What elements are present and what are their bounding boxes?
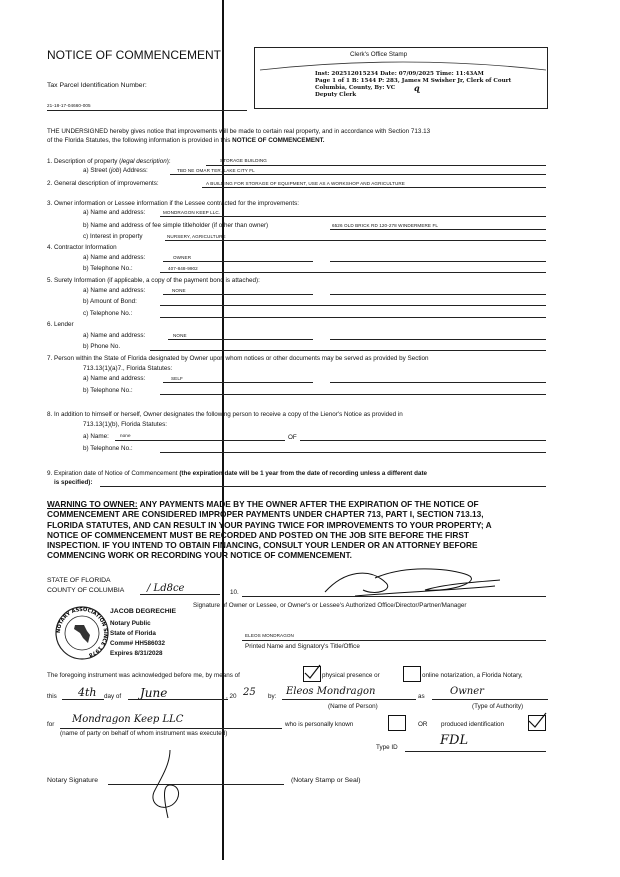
- ack-line-1a: The foregoing instrument was acknowledged before me, by means of: [47, 672, 240, 679]
- type-id-line: [405, 751, 546, 752]
- stamp-line-3: Columbia, County, By: VC: [315, 85, 396, 91]
- item3-a-line: [160, 216, 546, 217]
- seal-text: NOTARY ASSOCIATION SINCE 1978: [55, 606, 109, 658]
- warning-line-5: INSPECTION. IF YOU INTEND TO OBTAIN FINANCING, CONSULT YOUR LENDER OR AN ATTORNEY BEFORE: [47, 540, 478, 551]
- item7-a-value: SELF: [171, 376, 183, 381]
- item1-street-label: [83, 167, 148, 175]
- county-line: [140, 594, 220, 595]
- page-title: NOTICE OF COMMENCEMENT: [47, 48, 221, 62]
- notary-seal: [54, 605, 110, 661]
- item5-a-line2: [330, 294, 546, 295]
- notary-line-4: Comm# HH586032: [110, 640, 165, 647]
- item9-line: [100, 486, 546, 487]
- street-line: [170, 174, 546, 175]
- stamp-line-4: Deputy Clerk: [315, 92, 357, 98]
- authority-line: [432, 699, 548, 700]
- item8-b-line: [160, 452, 546, 453]
- item1-label-b: legal description: [121, 158, 167, 165]
- notary-name: JACOB DEGRECHIE: [110, 608, 177, 615]
- day-handwritten: 4th: [78, 686, 97, 699]
- month-line: [128, 699, 228, 700]
- type-id-label: Type ID: [376, 744, 398, 751]
- item5-label: 5. Surety Information (if applicable, a copy of the payment bond is attached):: [47, 277, 260, 284]
- item3-a-value: MONDRAGON KEEP LLC.: [163, 210, 221, 215]
- name-of-person-caption: (Name of Person): [328, 703, 378, 710]
- year-handwritten: 25: [243, 687, 256, 698]
- street-label-a: a) Street (: [83, 167, 111, 174]
- item5-a-line: [163, 294, 313, 295]
- for-label: for: [47, 721, 55, 728]
- item7-a-line2: [330, 382, 546, 383]
- item6-label: 6. Lender: [47, 321, 74, 328]
- item1-street-value: TBD NE OMAR TER, LAKE CITY FL: [177, 168, 255, 173]
- by-label: by:: [268, 693, 277, 700]
- day-line: [62, 699, 104, 700]
- item6-a-value: NONE: [173, 333, 187, 338]
- warning-line-1-text: ANY PAYMENTS MADE BY THE OWNER AFTER THE EXPIRATION OF THE NOTICE OF: [137, 499, 479, 509]
- warning-line-1: [47, 499, 567, 509]
- item9-label-1b: (the expiration date will be 1 year from the date of recording unless a different date: [179, 470, 428, 477]
- deputy-initials: ɋ: [414, 83, 420, 93]
- or-label: OR: [418, 721, 428, 728]
- item5-c-line: [160, 317, 546, 318]
- item10-label: 10.: [230, 589, 239, 596]
- intro-line-2: [47, 137, 325, 145]
- signatory-caption: Printed Name and Signatory's Title/Office: [245, 643, 360, 650]
- warning-line-3: FLORIDA STATUTES, AND CAN RESULT IN YOUR PAYING TWICE FOR IMPROVEMENTS TO YOUR PROPERTY; A: [47, 519, 492, 530]
- item7-b-line: [160, 394, 546, 395]
- item1-label-c: ):: [166, 158, 171, 165]
- item6-b-label: b) Phone No.: [83, 343, 121, 350]
- item6-a-line: [168, 339, 313, 340]
- item7-label-2: 713.13(1)(a)7., Florida Statutes:: [83, 365, 173, 372]
- street-label-c: ) Address:: [119, 167, 148, 174]
- item8-of-label: OF: [288, 434, 297, 441]
- item5-a-value: NONE: [172, 288, 186, 293]
- item7-a-line: [163, 382, 313, 383]
- item5-c-label: c) Telephone No.:: [83, 310, 133, 317]
- person-handwritten: Eleos Mondragon: [286, 686, 376, 697]
- signatory-name: ELEOS MONDRAGON: [245, 633, 294, 638]
- item2-label: 2. General description of improvements:: [47, 180, 159, 187]
- intro-line-1: THE UNDERSIGNED hereby gives notice that improvements will be made to certain real property, and in accordance with Section 713.13: [47, 128, 431, 135]
- intro-line-2b: NOTICE OF COMMENCEMENT.: [232, 137, 325, 144]
- item4-b-label: b) Telephone No.:: [83, 265, 133, 272]
- item4-a-line: [163, 261, 313, 262]
- person-line: [282, 699, 416, 700]
- item3-c-value: NURSERY, AGRICULTURE: [167, 234, 226, 239]
- warning-heading: WARNING TO OWNER:: [47, 499, 138, 509]
- clerk-stamp-header: Clerk's Office Stamp: [350, 51, 408, 58]
- notary-signature: [140, 740, 200, 820]
- county-handwritten: / Ld8ce: [147, 583, 185, 594]
- item3-c-label: c) Interest in property: [83, 233, 143, 240]
- authority-handwritten: Owner: [450, 686, 484, 697]
- warning-line-4: NOTICE OF COMMENCEMENT MUST BE RECORDED AND POSTED ON THE JOB SITE BEFORE THE FIRST: [47, 529, 469, 540]
- notary-line-2: Notary Public: [110, 620, 151, 627]
- party-caption: (name of party on behalf of whom instrument was executed): [60, 730, 228, 737]
- item3-b-line: [330, 229, 546, 230]
- stamp-line-1: Inst: 202512015234 Date: 07/09/2025 Time: 11:43AM: [315, 71, 484, 77]
- party-line: [60, 728, 282, 729]
- item1-label: [47, 158, 171, 166]
- item3-c-line: [165, 240, 546, 241]
- item2-line: [202, 187, 546, 188]
- type-authority-caption: (Type of Authority): [472, 703, 524, 710]
- item6-a-line2: [330, 339, 546, 340]
- street-label-b: job: [111, 167, 120, 174]
- warning-line-2: COMMENCEMENT ARE CONSIDERED IMPROPER PAYMENTS UNDER CHAPTER 713, PART I, SECTION 713.13,: [47, 509, 484, 520]
- item9-label-1a: 9. Expiration date of Notice of Commencement: [47, 470, 180, 477]
- item8-a-label: a) Name:: [83, 433, 109, 440]
- day-of-label: day of: [104, 693, 122, 700]
- produced-id-label: produced identification: [441, 721, 505, 728]
- notary-line-5: Expires 8/31/2028: [110, 650, 163, 657]
- item8-a-value: none: [120, 433, 131, 438]
- signatory-line: [242, 640, 546, 641]
- item3-b-label: b) Name and address of fee simple titleholder (if other than owner): [83, 222, 269, 229]
- item3-b-value: 6526 OLD BRICK RD 120-278 WINDERMERE FL: [332, 223, 439, 228]
- tax-parcel-number: 21-18-17-04660-005: [47, 103, 91, 108]
- personally-known-label: who is personally known: [285, 721, 354, 728]
- tax-parcel-label: Tax Parcel Identification Number:: [47, 82, 147, 89]
- month-handwritten: June: [140, 686, 168, 700]
- item6-a-label: a) Name and address:: [83, 332, 146, 339]
- item5-b-label: b) Amount of Bond:: [83, 298, 137, 305]
- item4-a-value: OWNER: [173, 255, 192, 260]
- item4-b-line: [160, 272, 546, 273]
- intro-line-2a: of the Florida Statutes, the following information is provided in this: [47, 137, 233, 144]
- item5-a-label: a) Name and address:: [83, 287, 146, 294]
- item4-a-line2: [330, 261, 546, 262]
- item4-label: 4. Contractor Information: [47, 244, 117, 251]
- warning-block: [47, 499, 567, 561]
- item3-a-label: a) Name and address:: [83, 209, 146, 216]
- warning-line-6: COMMENCING WORK OR RECORDING YOUR NOTICE OF COMMENCEMENT.: [47, 550, 352, 561]
- produced-id-check-mark: [526, 710, 548, 732]
- as-label: as: [418, 693, 425, 700]
- item2-value: A BUILDING FOR STORAGE OF EQUIPMENT, USE AS A WORKSHOP AND AGRICULTURE: [206, 181, 405, 186]
- item5-b-line: [160, 305, 546, 306]
- stamp-line-2: Page 1 of 1 B: 1544 P: 283, James M Swisher Jr, Clerk of Court: [315, 78, 512, 84]
- personally-known-checkbox[interactable]: [388, 715, 406, 731]
- item1-value: STORAGE BUILDING: [220, 158, 267, 163]
- state-label: STATE OF FLORIDA: [47, 577, 111, 584]
- item8-label-2: 713.13(1)(b), Florida Statutes:: [83, 421, 167, 428]
- year-prefix: , 20: [226, 693, 237, 700]
- county-label: COUNTY OF COLUMBIA: [47, 587, 125, 594]
- item3-label: 3. Owner information or Lessee information if the Lessee contracted for the improvements:: [47, 200, 299, 207]
- item8-b-label: b) Telephone No.:: [83, 445, 133, 452]
- item1-line: [206, 165, 546, 166]
- item8-label-1: 8. In addition to himself or herself, Owner designates the following person to receive a copy of the Lienor's Notice as provided in: [47, 411, 403, 418]
- owner-signature: [315, 560, 505, 602]
- item9-label-1: [47, 470, 427, 478]
- item8-a-line: [115, 440, 285, 441]
- item8-of-line: [300, 440, 546, 441]
- notary-line-3: State of Florida: [110, 630, 156, 637]
- item4-b-value: 407-848-9902: [168, 266, 198, 271]
- signature-caption: Signature of Owner or Lessee, or Owner's or Lessee's Authorized Office/Director/Partner/Manager: [193, 602, 467, 609]
- item4-a-label: a) Name and address:: [83, 254, 146, 261]
- tax-parcel-line: [47, 110, 247, 111]
- online-notarization-checkbox[interactable]: [403, 666, 421, 682]
- this-label: this: [47, 693, 57, 700]
- item7-a-label: a) Name and address:: [83, 375, 146, 382]
- physical-presence-check-mark: [302, 663, 322, 681]
- item6-b-line: [150, 350, 546, 351]
- item7-b-label: b) Telephone No.:: [83, 387, 133, 394]
- item7-label-1: 7. Person within the State of Florida designated by Owner upon whom notices or other documents may be served as provided by Section: [47, 355, 429, 362]
- type-id-handwritten: FDL: [440, 733, 469, 748]
- notary-stamp-caption: (Notary Stamp or Seal): [291, 777, 361, 784]
- item9-label-2: is specified):: [54, 479, 93, 486]
- party-handwritten: Mondragon Keep LLC: [72, 714, 184, 725]
- physical-presence-label: physical presence or: [322, 672, 380, 679]
- item1-label-a: 1. Description of property (: [47, 158, 122, 165]
- notary-signature-label: Notary Signature: [47, 777, 99, 784]
- online-notarization-label: online notarization, a Florida Notary,: [422, 672, 523, 679]
